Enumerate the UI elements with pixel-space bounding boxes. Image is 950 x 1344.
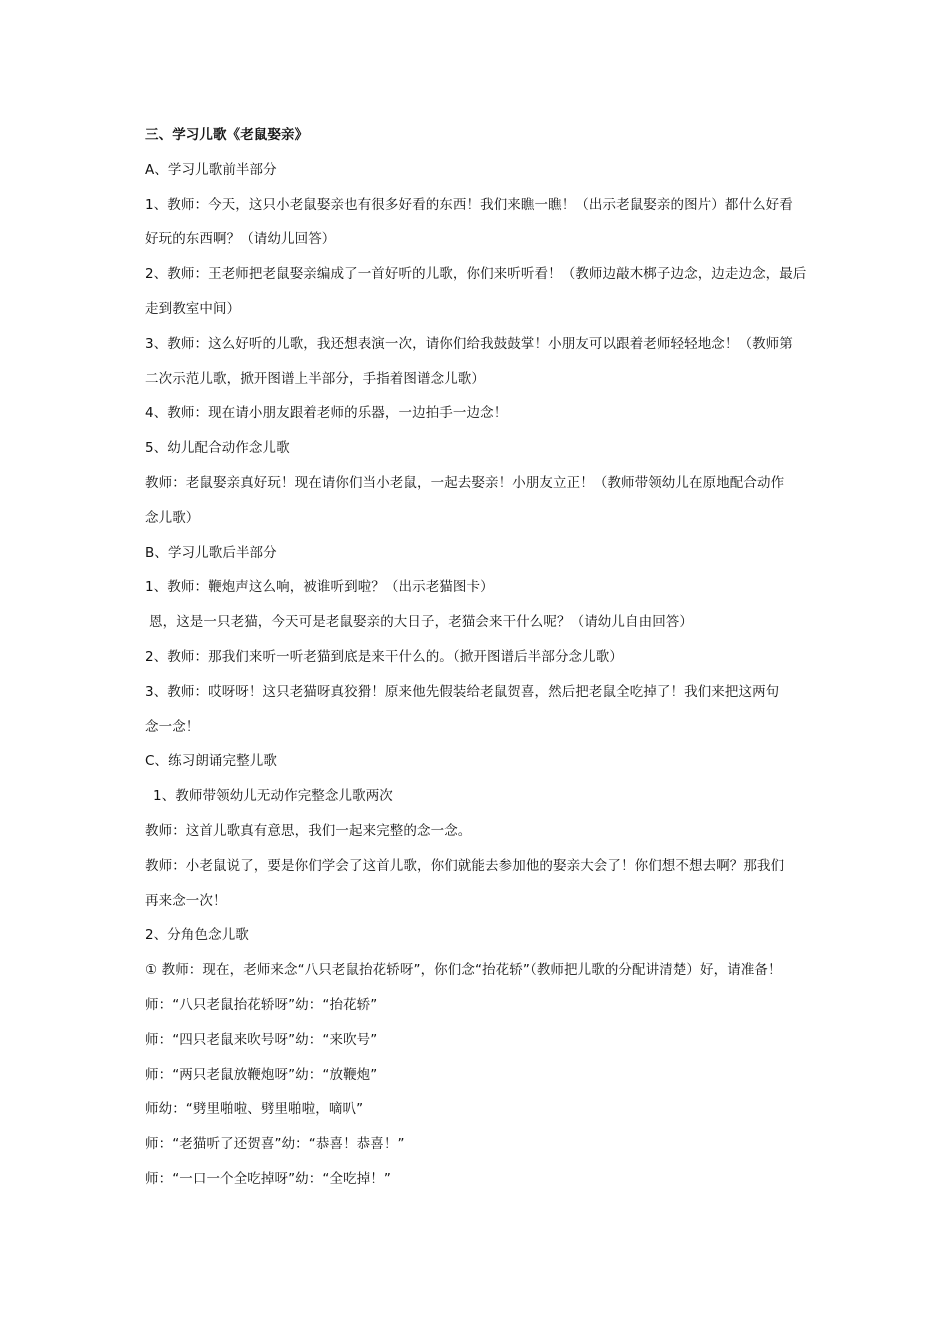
paragraph-line: 念一念！ xyxy=(145,718,200,735)
paragraph-line: 教师：老鼠娶亲真好玩！现在请你们当小老鼠，一起去娶亲！小朋友立正！（教师带领幼儿在原地配合动作 xyxy=(145,474,785,491)
dialogue-line: 师：“八只老鼠抬花轿呀”幼：“抬花轿” xyxy=(145,996,378,1013)
paragraph-line: 1、教师带领幼儿无动作完整念儿歌两次 xyxy=(153,788,393,805)
paragraph-line: 恩，这是一只老猫，今天可是老鼠娶亲的大日子，老猫会来干什么呢？（请幼儿自由回答） xyxy=(149,614,693,631)
paragraph-line: ① 教师：现在，老师来念“八只老鼠抬花轿呀”，你们念“抬花轿”（教师把儿歌的分配讲清楚）好，请准备！ xyxy=(145,962,782,979)
subsection-heading: A、学习儿歌前半部分 xyxy=(145,161,277,178)
paragraph-line: 教师：小老鼠说了，要是你们学会了这首儿歌，你们就能去参加他的娶亲大会了！你们想不想去啊？那我们 xyxy=(145,857,785,874)
dialogue-line: 师：“两只老鼠放鞭炮呀”幼：“放鞭炮” xyxy=(145,1066,378,1083)
paragraph-line: 1、教师：鞭炮声这么响，被谁听到啦？（出示老猫图卡） xyxy=(145,579,494,596)
dialogue-line: 师：“一口一个全吃掉呀”幼：“全吃掉！” xyxy=(145,1170,391,1187)
paragraph-line: 再来念一次！ xyxy=(145,892,227,909)
paragraph-line: 3、教师：哎呀呀！这只老猫呀真狡猾！原来他先假装给老鼠贺喜，然后把老鼠全吃掉了！我们来把这两句 xyxy=(145,683,780,700)
paragraph-line: 教师：这首儿歌真有意思，我们一起来完整的念一念。 xyxy=(145,822,472,839)
dialogue-line: 师：“老猫听了还贺喜”幼：“恭喜！恭喜！” xyxy=(145,1136,405,1153)
paragraph-line: 念儿歌） xyxy=(145,509,200,526)
paragraph-line: 1、教师：今天，这只小老鼠娶亲也有很多好看的东西！我们来瞧一瞧！（出示老鼠娶亲的图片）都什么好看 xyxy=(145,196,793,213)
dialogue-line: 师：“四只老鼠来吹号呀”幼：“来吹号” xyxy=(145,1031,378,1048)
paragraph-line: 好玩的东西啊？（请幼儿回答） xyxy=(145,231,336,248)
paragraph-line: 5、幼儿配合动作念儿歌 xyxy=(145,440,290,457)
dialogue-line: 师幼：“劈里啪啦、劈里啪啦，嘀叭” xyxy=(145,1101,364,1118)
paragraph-line: 4、教师：现在请小朋友跟着老师的乐器，一边拍手一边念！ xyxy=(145,405,508,422)
paragraph-line: 走到教室中间） xyxy=(145,300,241,317)
paragraph-line: 二次示范儿歌，掀开图谱上半部分，手指着图谱念儿歌） xyxy=(145,370,485,387)
paragraph-line: 3、教师：这么好听的儿歌，我还想表演一次，请你们给我鼓鼓掌！小朋友可以跟着老师轻轻地念！（教师第 xyxy=(145,335,793,352)
paragraph-line: 2、分角色念儿歌 xyxy=(145,927,249,944)
paragraph-line: 2、教师：那我们来听一听老猫到底是来干什么的。（掀开图谱后半部分念儿歌） xyxy=(145,648,623,665)
subsection-heading: C、练习朗诵完整儿歌 xyxy=(145,753,277,770)
paragraph-line: 2、教师：王老师把老鼠娶亲编成了一首好听的儿歌，你们来听听看！（教师边敲木梆子边念，边走边念，最后 xyxy=(145,266,807,283)
subsection-heading: B、学习儿歌后半部分 xyxy=(145,544,277,561)
section-heading: 三、学习儿歌《老鼠娶亲》 xyxy=(145,127,309,143)
document-body xyxy=(145,118,825,1197)
